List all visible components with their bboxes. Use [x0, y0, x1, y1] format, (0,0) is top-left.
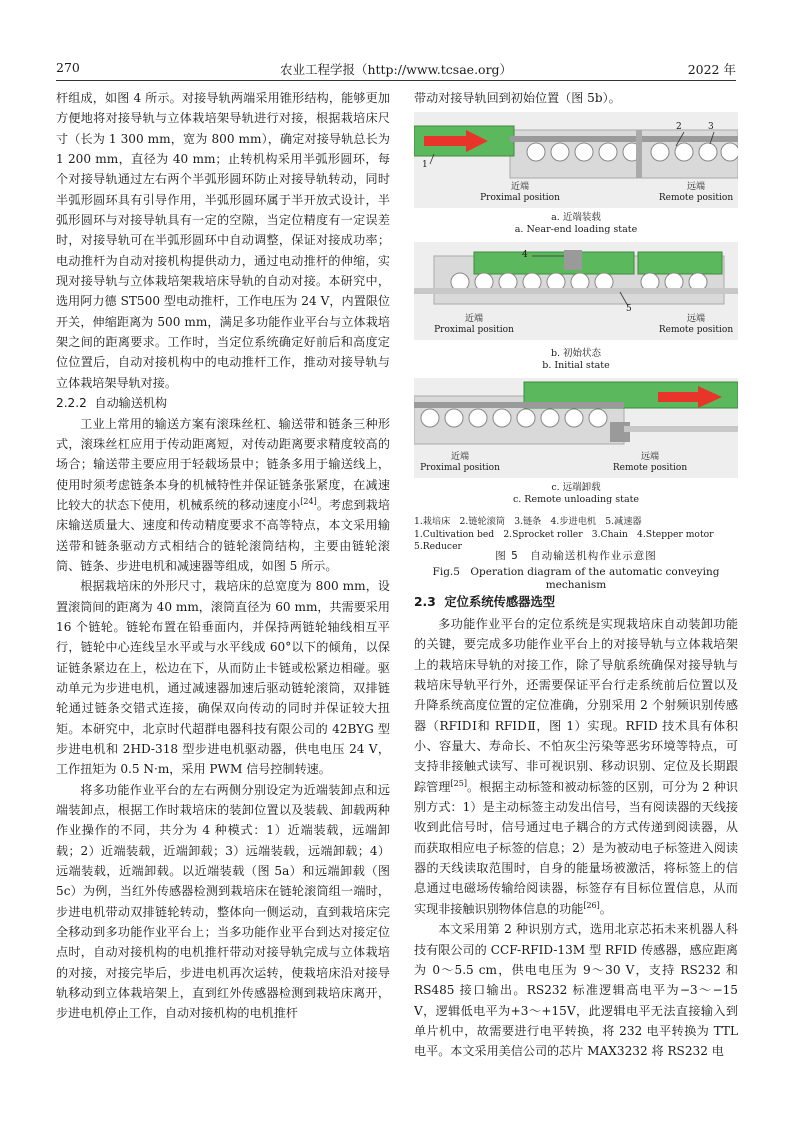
citation: [26]: [583, 900, 600, 910]
paragraph: 多功能作业平台的定位系统是实现栽培床自动装卸功能的关键，要完成多功能作业平台上的对接导轨与立体栽培架上的栽培床导轨的对接工作，除了导航系统确保对接导轨与栽培床导轨平行外，还需要保证平台行走系统前后位置以及升降系统高度位置的定位准确，分别采用 2 个射频识别传感器（RFIDⅠ和 RFIDⅡ，图 1）实现。RFID 技术具有体积小、容量大、寿命长、不怕灰尘污染等恶劣环境等特点，可支持非接触式读写、非可视识别、移动识别、定位及长期跟踪管理[25]。根据主动标签和被动标签的区别，可分为 2 种识别方式：1）是主动标签主动发出信号，当有阅读器的天线接收到此信号时，信号通过电子耦合的方式传递到阅读器，从而获取相应电子标签的信息；2）是为被动电子标签进入阅读器的天线读取范围时，自身的能量场被激活，将标签上的信息通过电磁场传输给阅读器，标签存有目标位置信息，从而实现非接触识别物体信息的功能[26]。: [414, 617, 738, 916]
citation: [24]: [300, 496, 317, 506]
near-label: 近端 Proximal position: [434, 314, 514, 335]
figure-caption-en: Fig.5 Operation diagram of the automatic conveying mechanism: [432, 566, 720, 591]
figure-5: [414, 112, 738, 591]
paragraph: 带动对接导轨回到初始位置（图 5b）。: [414, 91, 621, 105]
far-label: 远端 Remote position: [658, 314, 734, 335]
paragraph: 工业上常用的输送方案有滚珠丝杠、输送带和链条三种形式，滚珠丝杠应用于传动距离短，对传动距离要求精度较高的场合；输送带主要应用于轻载场景中；链条多用于输送线上，使用时须考虑链条本身的机械特性并保证链条张紧度，在减速比较大的状态下使用，机械系统的移动速度小[24]。考虑到栽培床输送质量大、速度和传动精度要求不高等特点，本文采用输送带和链条驱动方式相结合的链轮滚筒结构，主要由链轮滚筒、链条、步进电机和减速器等组成，如图 5 所示。: [56, 416, 390, 573]
journal-name: 农业工程学报（http://www.tcsae.org）: [279, 62, 513, 77]
header-rule: [56, 80, 736, 81]
paragraph: 根据栽培床的外形尺寸，栽培床的总宽度为 800 mm，设置滚筒间的距离为 40 mm，滚筒直径为 60 mm，共需要采用 16 个链轮。链轮布置在铅垂面内，并保持两链轮轴线相互平行，链轮中心连线呈水平或与水平线成 60°以下的倾角，以保证链条紧边在上，松边在下，从而防止卡链或松紧边相碰。驱动单元为步进电机，通过减速器加速后驱动链轮滚筒，双排链轮通过链条交错式连接，确保双向传动的同时并保证较大扭矩。本研究中，北京时代超群电器科技有限公司的 42BYG 型步进电机和 2HD-318 型步进电机驱动器，供电电压 24 V，工作扭矩为 0.5 N·m，采用 PWM 信号控制转速。: [56, 579, 390, 777]
right-column-top: [414, 88, 738, 108]
right-column-bottom: [414, 588, 738, 1062]
figure-caption-cn: 图 5 自动输送机构作业示意图: [495, 550, 657, 562]
page-number: 270: [56, 60, 80, 75]
near-label: 近端 Proximal position: [420, 452, 500, 473]
citation: [25]: [450, 778, 467, 788]
paragraph: 本文采用第 2 种识别方式，选用北京芯拓未来机器人科技有限公司的 CCF-RFID-13M 型 RFID 传感器，感应距离为 0～5.5 cm，供电电压为 9～30 V，支持 RS232 和 RS485 接口输出。RS232 标准逻辑高电平为−3～−15 V，逻辑低电平为+3～+15V，此逻辑电平无法直接输入到单片机中，故需要进行电平转换，将 232 电平转换为 TTL 电平。本文采用美信公司的芯片 MAX3232 将 RS232 电: [414, 922, 738, 1059]
marker-2: 2: [676, 122, 682, 132]
marker-5: 5: [626, 304, 632, 314]
panel-a-caption: a. 近端装载 a. Near-end loading state: [514, 212, 638, 235]
paragraph: 杆组成，如图 4 所示。对接导轨两端采用锥形结构，能够更加方便地将对接导轨与立体栽培架导轨进行对接，根据栽培床尺寸（长为 1 300 mm，宽为 800 mm），确定对接导轨总长为 1 200 mm，直径为 40 mm；止转机构采用半弧形圆环，每个对接导轨通过左右两个半弧形圆环防止对接导轨转动，同时半弧形圆环具有引导作用，半弧形圆环属于半开放式设计，半弧形圆环与对接导轨具有一定的空隙，当定位精度有一定误差时，对接导轨可在半弧形圆环中自动调整，保证对接成功率；电动推杆为自动对接机构提供动力，通过电动推杆的伸缩，实现对接导轨与立体栽培架栽培床导轨的自动对接。本研究中，选用阿力德 ST500 型电动推杆，工作电压为 24 V，内置限位开关，伸缩距离为 500 mm，满足多功能作业平台与立体栽培架之间的距离要求。工作时，当定位系统确定好前后和高度定位位置后，自动对接机构中的电动推杆工作，推动对接导轨与立体栽培架导轨对接。: [56, 91, 390, 390]
section-heading-2-2-2: 2.2.2 自动输送机构: [56, 396, 168, 411]
panel-c-image: [414, 378, 738, 478]
far-label: 远端 Remote position: [612, 452, 688, 473]
panel-b-image: [414, 242, 738, 340]
panel-c-caption: c. 远端卸载 c. Remote unloading state: [512, 482, 640, 505]
left-column: [56, 88, 390, 1024]
figure-legend: 1.栽培床 2.链轮滚筒 3.链条 4.步进电机 5.减速器 1.Cultivation bed 2.Sprocket roller 3.Chain 4.Stepper motor 5.Reducer: [414, 516, 723, 552]
journal-year: 2022 年: [687, 62, 736, 77]
marker-4: 4: [522, 250, 528, 260]
paragraph: 将多功能作业平台的左右两侧分别设定为近端装卸点和远端装卸点，根据工作时栽培床的装卸位置以及装载、卸载两种作业操作的不同，共分为 4 种模式：1）近端装载，远端卸载；2）近端装载，近端卸载；3）远端装载，远端卸载；4）远端装载，近端卸载。以近端装载（图 5a）和远端卸载（图 5c）为例，当红外传感器检测到栽培床在链轮滚筒组一端时，步进电机带动双排链轮转动，整体向一侧运动，直到栽培床完全移动到多功能作业平台上；当多功能作业平台到达对接定位点时，自动对接机构的电机推杆带动对接导轨完成与立体栽培的对接，对接完毕后，步进电机再次运转，使栽培床沿对接导轨移动到立体栽培架上，直到红外传感器检测到栽培床离开，步进电机停止工作，自动对接机构的电机推杆: [56, 782, 390, 1021]
panel-a-image: [414, 112, 738, 208]
page-header: [56, 60, 736, 78]
panel-b-caption: b. 初始状态 b. Initial state: [542, 348, 610, 371]
near-label: 近端 Proximal position: [480, 182, 560, 203]
section-heading-2-3: 2.3 定位系统传感器选型: [414, 595, 556, 609]
marker-1: 1: [422, 160, 428, 170]
far-label: 远端 Remote position: [658, 182, 734, 203]
marker-3: 3: [708, 122, 714, 132]
